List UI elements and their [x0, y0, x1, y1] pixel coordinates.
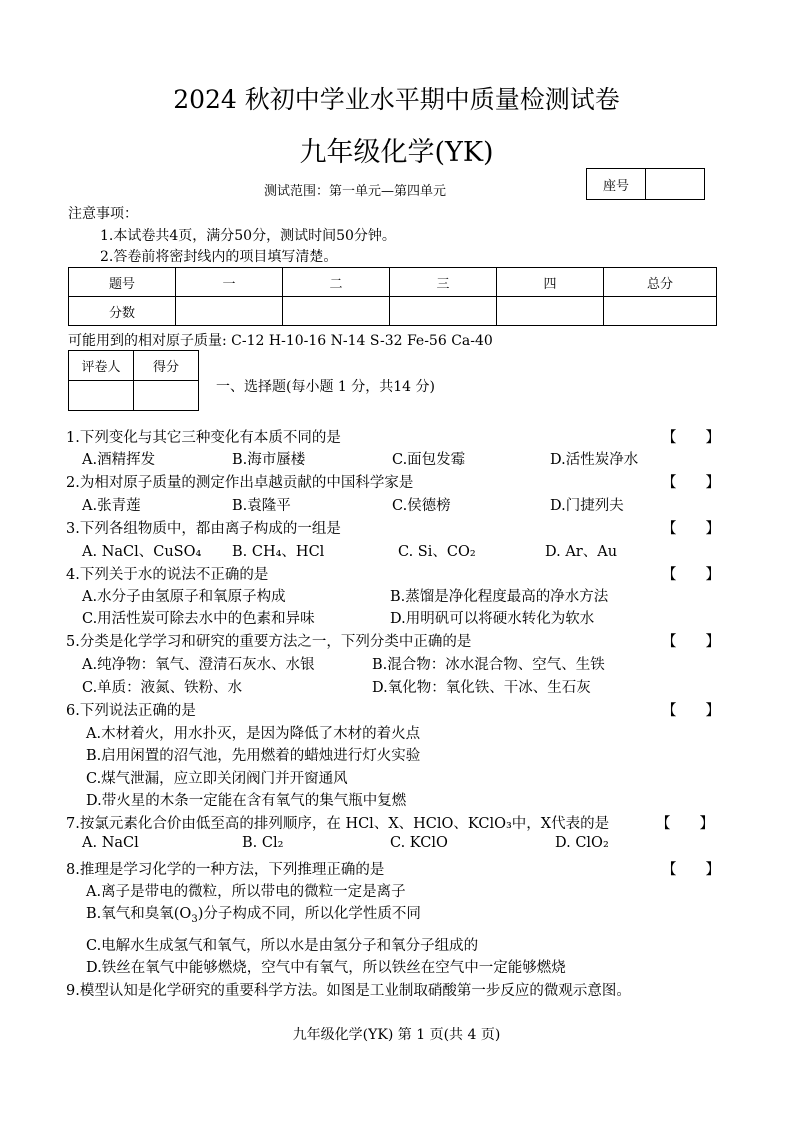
score-header-cell: 二: [283, 268, 390, 297]
score-table-row: [69, 297, 717, 326]
page-footer: 九年级化学(YK) 第 1 页(共 4 页): [292, 1027, 501, 1043]
q3-option-b: B. CH₄、HCl: [232, 544, 325, 560]
note-item-2: 2.答卷前将密封线内的项目填写清楚。: [100, 249, 338, 265]
q4-option-b: B.蒸馏是净化程度最高的净水方法: [390, 589, 609, 605]
q8-option-d: D.铁丝在氧气中能够燃烧，空气中有氧气，所以铁丝在空气中一定能够燃烧: [86, 960, 566, 976]
score-table: [68, 267, 717, 326]
score-header-cell: 一: [176, 268, 283, 297]
grader-label: 评卷人: [69, 351, 134, 381]
q7-option-c: C. KClO: [390, 835, 448, 851]
question-1-stem: 1.下列变化与其它三种变化有本质不同的是: [66, 430, 341, 446]
grader-name-field[interactable]: [69, 381, 134, 411]
score-header-cell: 题号: [69, 268, 176, 297]
seat-number-box: [586, 168, 705, 200]
q7-option-b: B. Cl₂: [242, 835, 284, 851]
q3-option-d: D. Ar、Au: [545, 544, 618, 560]
q3-option-c: C. Si、CO₂: [398, 544, 476, 560]
q1-option-a: A.酒精挥发: [82, 452, 156, 468]
answer-bracket[interactable]: 【 】: [662, 862, 720, 878]
score-header-cell: 总分: [604, 268, 717, 297]
answer-bracket[interactable]: 【 】: [662, 430, 720, 446]
answer-bracket[interactable]: 【 】: [662, 521, 720, 537]
q2-option-a: A.张青莲: [82, 498, 141, 514]
q2-option-c: C.侯德榜: [392, 498, 451, 514]
q8-option-b: [86, 902, 421, 923]
q5-option-b: B.混合物：冰水混合物、空气、生铁: [372, 657, 605, 673]
score-cell[interactable]: [390, 297, 497, 326]
answer-bracket[interactable]: 【 】: [662, 475, 720, 491]
question-4-stem: 4.下列关于水的说法不正确的是: [66, 567, 269, 583]
q4-option-d: D.用明矾可以将硬水转化为软水: [390, 611, 595, 627]
q1-option-b: B.海市蜃楼: [232, 452, 306, 468]
question-6-stem: 6.下列说法正确的是: [66, 703, 196, 719]
score-cell[interactable]: [283, 297, 390, 326]
q5-option-a: A.纯净物：氧气、澄清石灰水、水银: [82, 657, 315, 673]
seat-label: 座号: [587, 169, 646, 200]
q8-option-c: C.电解水生成氢气和氧气，所以水是由氢分子和氧分子组成的: [86, 938, 479, 954]
test-scope: 测试范围：第一单元—第四单元: [263, 184, 446, 199]
seat-value-field[interactable]: [646, 169, 705, 200]
question-9-stem: 9.模型认知是化学研究的重要科学方法。如图是工业制取硝酸第一步反应的微观示意图。: [66, 983, 631, 999]
q1-option-c: C.面包发霉: [392, 452, 466, 468]
q6-option-d: D.带火星的木条一定能在含有氧气的集气瓶中复燃: [86, 793, 407, 809]
question-8-stem: 8.推理是学习化学的一种方法，下列推理正确的是: [66, 862, 385, 878]
q2-option-d: D.门捷列夫: [550, 498, 624, 514]
exam-subtitle: 九年级化学(YK): [299, 137, 494, 168]
score-cell[interactable]: [604, 297, 717, 326]
q8-option-b-post: )分子构成不同，所以化学性质不同: [197, 906, 421, 922]
section-1-title: 一、选择题(每小题 1 分，共14 分): [216, 379, 435, 395]
q1-option-d: D.活性炭净水: [550, 452, 639, 468]
question-2-stem: 2.为相对原子质量的测定作出卓越贡献的中国科学家是: [66, 475, 414, 491]
exam-title: 2024 秋初中学业水平期中质量检测试卷: [173, 85, 620, 114]
q4-option-c: C.用活性炭可除去水中的色素和异味: [82, 611, 315, 627]
q7-option-a: A. NaCl: [82, 835, 139, 851]
score-table-header-row: [69, 268, 717, 297]
score-row-label: 分数: [69, 297, 176, 326]
question-7-stem: 7.按氯元素化合价由低至高的排列顺序，在 HCl、X、HClO、KClO₃中，X代表的是: [66, 816, 610, 832]
notes-title: 注意事项：: [68, 206, 138, 222]
answer-bracket[interactable]: 【 】: [662, 567, 720, 583]
q6-option-c: C.煤气泄漏，应立即关闭阀门并开窗通风: [86, 771, 348, 787]
q8-option-b-pre: B.氧气和臭氧(O: [86, 906, 192, 922]
note-item-1: 1.本试卷共4页，满分50分，测试时间50分钟。: [100, 228, 396, 244]
q5-option-d: D.氧化物：氧化铁、干冰、生石灰: [372, 680, 591, 696]
grader-score-field[interactable]: [134, 381, 199, 411]
answer-bracket[interactable]: 【 】: [662, 703, 720, 719]
q5-option-c: C.单质：液氮、铁粉、水: [82, 680, 243, 696]
answer-bracket[interactable]: 【 】: [662, 634, 720, 650]
question-5-stem: 5.分类是化学学习和研究的重要方法之一，下列分类中正确的是: [66, 634, 472, 650]
q6-option-a: A.木材着火，用水扑灭，是因为降低了木材的着火点: [86, 726, 421, 742]
q8-option-a: A.离子是带电的微粒，所以带电的微粒一定是离子: [86, 884, 406, 900]
score-cell[interactable]: [497, 297, 604, 326]
atomic-masses: 可能用到的相对原子质量: C-12 H-10-16 N-14 S-32 Fe-56 Ca-40: [68, 333, 493, 349]
answer-bracket[interactable]: 【 】: [656, 816, 714, 832]
score-cell[interactable]: [176, 297, 283, 326]
question-3-stem: 3.下列各组物质中，都由离子构成的一组是: [66, 521, 341, 537]
grader-box: [68, 350, 199, 411]
ozone-subscript: 3: [191, 913, 198, 925]
score-header-cell: 四: [497, 268, 604, 297]
score-header-cell: 三: [390, 268, 497, 297]
q7-option-d: D. ClO₂: [555, 835, 609, 851]
q6-option-b: B.启用闲置的沼气池，先用燃着的蜡烛进行灯火实验: [86, 748, 421, 764]
q4-option-a: A.水分子由氢原子和氧原子构成: [82, 589, 286, 605]
q2-option-b: B.袁隆平: [232, 498, 291, 514]
q3-option-a: A. NaCl、CuSO₄: [82, 544, 202, 560]
grader-score-label: 得分: [134, 351, 199, 381]
